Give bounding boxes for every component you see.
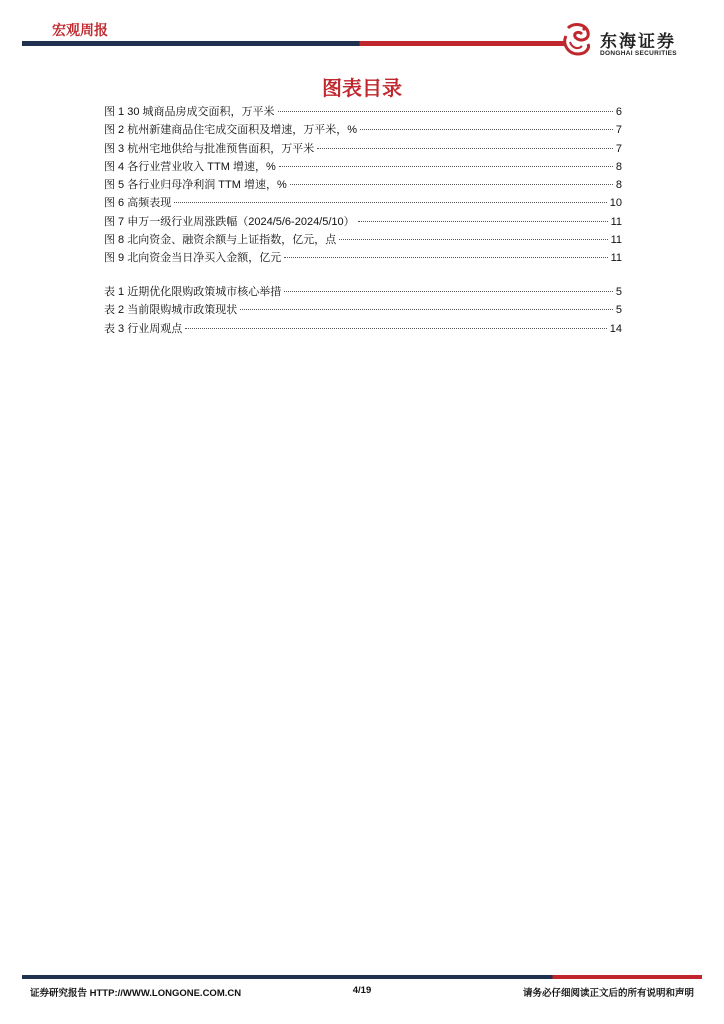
toc-page-number: 11 — [610, 234, 622, 247]
toc-entry-label: 图 5 各行业归母净利润 TTM 增速，% — [104, 179, 287, 192]
toc-page-number: 7 — [615, 142, 622, 155]
page-number: 4/19 — [352, 985, 372, 996]
footer-divider — [22, 975, 702, 979]
header-divider — [22, 41, 566, 46]
dot-leader — [284, 257, 607, 258]
table-list — [104, 283, 622, 338]
dragon-logo-icon — [560, 22, 594, 58]
toc-entry-label: 图 7 申万一级行业周涨跌幅（2024/5/6-2024/5/10） — [104, 215, 355, 228]
logo-chinese-name: 东海证券 — [600, 32, 676, 51]
toc-entry-figure-9[interactable] — [104, 249, 622, 267]
toc-page-number: 5 — [615, 286, 622, 298]
toc-entry-label: 表 2 当前限购城市政策现状 — [104, 304, 238, 317]
toc-entry-figure-3[interactable] — [104, 140, 622, 158]
dot-leader — [358, 221, 608, 222]
dot-leader — [317, 148, 613, 149]
toc-page-number: 7 — [615, 124, 622, 137]
toc-entry-label: 图 1 30 城商品房成交面积，万平米 — [104, 106, 275, 118]
toc-entry-label: 图 9 北向资金当日净买入金额，亿元 — [104, 252, 282, 265]
toc-entry-label: 图 2 杭州新建商品住宅成交面积及增速，万平米，% — [104, 124, 358, 137]
footer-disclaimer: 请务必仔细阅读正文后的所有说明和声明 — [522, 988, 694, 999]
figure-list — [104, 103, 622, 268]
toc-entry-figure-4[interactable] — [104, 158, 622, 176]
toc-page-number: 8 — [615, 179, 622, 192]
toc-entry-figure-5[interactable] — [104, 176, 622, 194]
toc-entry-table-1[interactable] — [104, 283, 622, 301]
toc-entry-label: 图 8 北向资金、融资余额与上证指数，亿元，点 — [104, 234, 337, 247]
dot-leader — [339, 239, 607, 240]
toc-entry-figure-8[interactable] — [104, 231, 622, 249]
dot-leader — [279, 166, 613, 167]
toc-entry-label: 图 6 高频表现 — [104, 197, 172, 210]
dot-leader — [360, 129, 613, 130]
footer-website: 证券研究报告 HTTP://WWW.LONGONE.COM.CN — [30, 988, 242, 999]
toc-page-number: 11 — [610, 215, 622, 228]
toc-page-number: 6 — [615, 106, 622, 118]
logo-english-name: DONGHAI SECURITIES — [600, 50, 677, 57]
dot-leader — [284, 291, 613, 292]
toc-entry-label: 表 3 行业周观点 — [104, 322, 183, 335]
toc-entry-label: 图 4 各行业营业收入 TTM 增速，% — [104, 160, 276, 173]
report-type-label: 宏观周报 — [52, 22, 108, 38]
toc-page-number: 5 — [615, 304, 622, 317]
dot-leader — [240, 309, 613, 310]
toc-entry-figure-2[interactable] — [104, 121, 622, 139]
dot-leader — [290, 184, 613, 185]
toc-entry-label: 图 3 杭州宅地供给与批准预售面积，万平米 — [104, 142, 315, 155]
toc-entry-figure-1[interactable] — [104, 103, 622, 121]
toc-page-number: 10 — [609, 197, 622, 210]
dot-leader — [278, 111, 613, 112]
toc-entry-table-2[interactable] — [104, 301, 622, 319]
toc-page-number: 8 — [615, 160, 622, 173]
toc-page-number: 14 — [609, 322, 622, 335]
page-title: 图表目录 — [322, 78, 402, 100]
toc-entry-table-3[interactable] — [104, 320, 622, 338]
toc-page-number: 11 — [610, 252, 622, 265]
dot-leader — [174, 202, 607, 203]
toc-entry-figure-6[interactable] — [104, 194, 622, 212]
toc-entry-label: 表 1 近期优化限购政策城市核心举措 — [104, 286, 282, 298]
dot-leader — [185, 328, 607, 329]
company-logo — [560, 22, 710, 58]
toc-entry-figure-7[interactable] — [104, 213, 622, 231]
